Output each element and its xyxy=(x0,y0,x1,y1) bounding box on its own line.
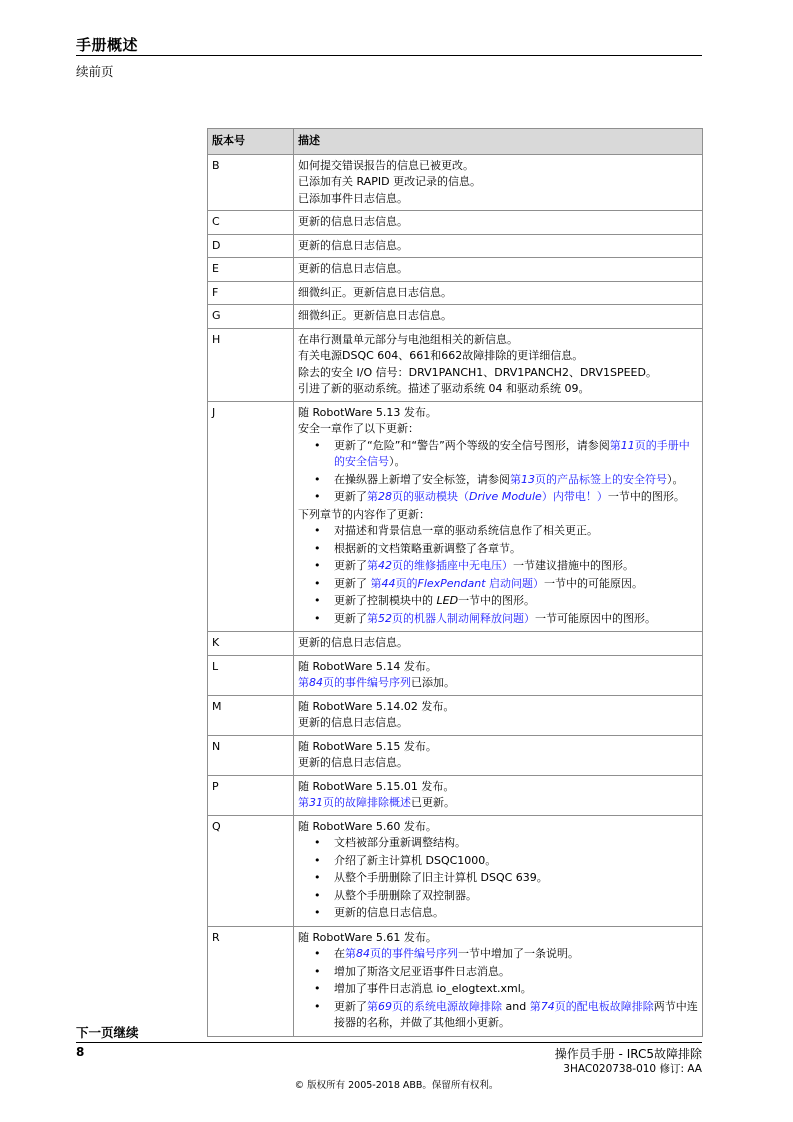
version-cell: D xyxy=(208,234,294,258)
list-item: • 更新了第52页的机器人制动闸释放问题）一节可能原因中的图形。 xyxy=(298,611,698,628)
list-item: • 文档被部分重新调整结构。 xyxy=(298,835,698,852)
page-title: 手册概述 xyxy=(76,36,139,54)
table-row xyxy=(208,305,703,329)
description-cell xyxy=(294,281,703,305)
description-line: 随 RobotWare 5.15.01 发布。 xyxy=(298,779,455,793)
page-number: 8 xyxy=(76,1045,85,1059)
description-line: 第84页的事件编号序列已添加。 xyxy=(298,676,455,689)
description-cell xyxy=(294,234,703,258)
description-cell xyxy=(294,775,703,815)
version-cell: E xyxy=(208,258,294,282)
version-cell: P xyxy=(208,775,294,815)
cross-reference-link[interactable]: 第84页的事件编号序列 xyxy=(298,676,411,689)
table-row xyxy=(208,632,703,656)
description-line: 更新的信息日志信息。 xyxy=(298,238,408,252)
version-cell: M xyxy=(208,695,294,735)
description-line: 随 RobotWare 5.14 发布。 xyxy=(298,659,437,673)
description-line: 细微纠正。更新信息日志信息。 xyxy=(298,309,452,322)
description-line: 更新的信息日志信息。 xyxy=(298,215,408,228)
table-row xyxy=(208,211,703,235)
table-row xyxy=(208,258,703,282)
bullet-list xyxy=(298,523,698,627)
description-line: 已添加事件日志信息。 xyxy=(298,191,408,205)
version-cell: F xyxy=(208,281,294,305)
description-cell xyxy=(294,305,703,329)
description-cell xyxy=(294,695,703,735)
version-cell: H xyxy=(208,328,294,401)
description-line: 随 RobotWare 5.60 发布。 xyxy=(298,819,437,833)
table-row xyxy=(208,926,703,1036)
list-item: • 更新了 第44页的FlexPendant 启动问题）一节中的可能原因。 xyxy=(298,576,698,593)
table-row xyxy=(208,775,703,815)
table-row xyxy=(208,154,703,211)
section-heading: 下列章节的内容作了更新： xyxy=(298,507,430,521)
description-line: 有关电源DSQC 604、661和662故障排除的更详细信息。 xyxy=(298,349,584,362)
list-item: • 更新了第69页的系统电源故障排除 and 第74页的配电板故障排除两节中连接器的名称，并做了其他细小更新。 xyxy=(298,999,698,1032)
cross-reference-link[interactable]: 第52页的机器人制动闸释放问题） xyxy=(367,611,535,625)
version-cell: N xyxy=(208,735,294,775)
description-line: 已添加有关 RAPID 更改记录的信息。 xyxy=(298,175,482,188)
description-line: 更新的信息日志信息。 xyxy=(298,716,408,729)
description-line: 第31页的故障排除概述已更新。 xyxy=(298,796,455,809)
continued-next-label: 下一页继续 xyxy=(76,1025,139,1040)
version-cell: L xyxy=(208,655,294,695)
list-item: • 更新了控制模块中的 LED一节中的图形。 xyxy=(298,593,698,610)
bullet-list xyxy=(298,438,698,506)
description-line: 除去的安全 I/O 信号：DRV1PANCH1、DRV1PANCH2、DRV1SPEED。 xyxy=(298,365,657,379)
table-row xyxy=(208,655,703,695)
cross-reference-link[interactable]: 第28页的驱动模块（Drive Module）内带电！） xyxy=(367,490,608,503)
title-divider xyxy=(76,55,702,56)
cross-reference-link[interactable]: 第11页的手册中的安全信号 xyxy=(334,438,690,468)
version-cell: J xyxy=(208,401,294,632)
column-header-version: 版本号 xyxy=(208,129,294,155)
description-line: 引进了新的驱动系统。描述了驱动系统 04 和驱动系统 09。 xyxy=(298,382,590,395)
cross-reference-link[interactable]: 第74页的配电板故障排除 xyxy=(529,999,654,1013)
section-heading: 安全一章作了以下更新： xyxy=(298,422,419,435)
description-cell xyxy=(294,154,703,211)
list-item: • 更新了“危险”和“警告”两个等级的安全信号图形，请参阅第11页的手册中的安全信号）。 xyxy=(298,438,698,471)
cross-reference-link[interactable]: 第84页的事件编号序列 xyxy=(345,947,458,960)
table-row xyxy=(208,328,703,401)
list-item: • 从整个手册删除了双控制器。 xyxy=(298,888,698,905)
cross-reference-link[interactable]: 第42页的维修插座中无电压） xyxy=(367,559,513,572)
cross-reference-link[interactable]: 第44页的FlexPendant 启动问题） xyxy=(370,576,545,590)
table-row xyxy=(208,401,703,632)
description-line: 随 RobotWare 5.15 发布。 xyxy=(298,739,437,753)
description-line: 随 RobotWare 5.61 发布。 xyxy=(298,930,437,944)
list-item: • 更新了第42页的维修插座中无电压）一节建议措施中的图形。 xyxy=(298,558,698,575)
footer-divider xyxy=(76,1042,702,1043)
table-row xyxy=(208,695,703,735)
manual-title: 操作员手册 - IRC5故障排除 xyxy=(554,1047,702,1061)
list-item: • 对描述和背景信息一章的驱动系统信息作了相关更正。 xyxy=(298,523,698,540)
description-cell xyxy=(294,401,703,632)
description-cell xyxy=(294,258,703,282)
table-row xyxy=(208,281,703,305)
list-item: • 根据新的文档策略重新调整了各章节。 xyxy=(298,541,698,558)
description-cell xyxy=(294,211,703,235)
version-cell: Q xyxy=(208,815,294,926)
bullet-list xyxy=(298,835,698,922)
description-cell xyxy=(294,655,703,695)
description-line: 更新的信息日志信息。 xyxy=(298,636,408,649)
bullet-list xyxy=(298,946,698,1032)
table-header-row xyxy=(208,129,703,155)
description-line: 在串行测量单元部分与电池组相关的新信息。 xyxy=(298,332,518,346)
revision-table xyxy=(207,128,703,1037)
version-cell: B xyxy=(208,154,294,211)
continued-from-label: 续前页 xyxy=(76,64,114,79)
description-cell xyxy=(294,328,703,401)
cross-reference-link[interactable]: 第31页的故障排除概述 xyxy=(298,796,411,809)
list-item: • 从整个手册删除了旧主计算机 DSQC 639。 xyxy=(298,870,698,887)
description-line: 更新的信息日志信息。 xyxy=(298,262,408,275)
description-cell xyxy=(294,632,703,656)
cross-reference-link[interactable]: 第69页的系统电源故障排除 xyxy=(367,999,502,1013)
description-cell xyxy=(294,926,703,1036)
description-line: 如何提交错误报告的信息已被更改。 xyxy=(298,158,474,172)
version-cell: K xyxy=(208,632,294,656)
version-cell: C xyxy=(208,211,294,235)
column-header-description: 描述 xyxy=(294,129,703,155)
description-line: 更新的信息日志信息。 xyxy=(298,756,408,769)
description-line: 随 RobotWare 5.14.02 发布。 xyxy=(298,699,455,713)
table-row xyxy=(208,234,703,258)
description-cell xyxy=(294,815,703,926)
list-item: • 增加了斯洛文尼亚语事件日志消息。 xyxy=(298,964,698,981)
version-cell: R xyxy=(208,926,294,1036)
copyright-notice: © 版权所有 2005-2018 ABB。保留所有权利。 xyxy=(294,1080,499,1091)
table-row xyxy=(208,735,703,775)
document-id: 3HAC020738-010 修订: AA xyxy=(563,1063,702,1075)
list-item: • 在操纵器上新增了安全标签，请参阅第13页的产品标签上的安全符号）。 xyxy=(298,472,698,489)
list-item: • 增加了事件日志消息 io_elogtext.xml。 xyxy=(298,981,698,998)
table-row xyxy=(208,815,703,926)
description-cell xyxy=(294,735,703,775)
description-line: 细微纠正。更新信息日志信息。 xyxy=(298,285,452,299)
list-item: • 更新了第28页的驱动模块（Drive Module）内带电！）一节中的图形。 xyxy=(298,489,698,506)
list-item: • 更新的信息日志信息。 xyxy=(298,905,698,922)
description-line: 随 RobotWare 5.13 发布。 xyxy=(298,405,437,419)
list-item: • 在第84页的事件编号序列一节中增加了一条说明。 xyxy=(298,946,698,963)
version-cell: G xyxy=(208,305,294,329)
cross-reference-link[interactable]: 第13页的产品标签上的安全符号 xyxy=(510,472,667,486)
list-item: • 介绍了新主计算机 DSQC1000。 xyxy=(298,853,698,870)
